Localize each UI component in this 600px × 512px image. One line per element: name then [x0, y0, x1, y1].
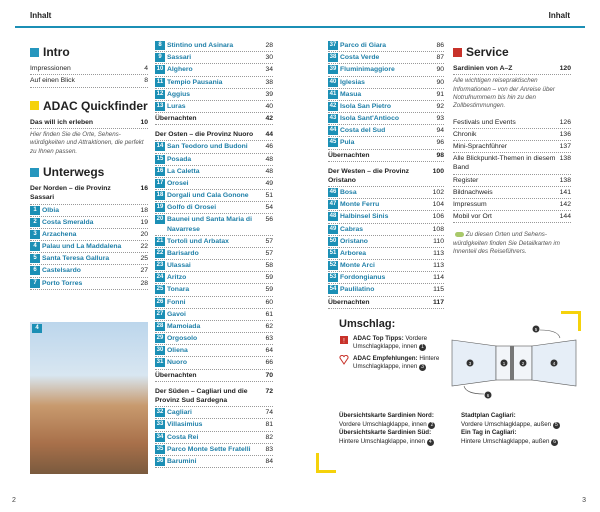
sight-entry[interactable]: 31 Nuoro 66: [155, 357, 273, 369]
sight-number: 8: [155, 41, 165, 50]
header-left: Inhalt: [30, 11, 52, 20]
sight-entry[interactable]: 10 Alghero 34: [155, 64, 273, 76]
toc-entry[interactable]: Bildnachweis 141: [453, 187, 571, 199]
sight-number: 50: [329, 237, 337, 244]
sight-entry[interactable]: 16 La Caletta 48: [155, 166, 273, 178]
sight-entry[interactable]: 18 Dorgali und Cala Gonone 51: [155, 190, 273, 202]
sight-number: 11: [156, 78, 164, 85]
column-3: [328, 40, 444, 309]
corner-frame-bottom-left: [316, 453, 336, 473]
sight-entry[interactable]: 33 Villasimius 81: [155, 419, 273, 431]
region-east[interactable]: Der Osten – die Provinz Nuoro 44: [155, 129, 273, 141]
blue-square-icon: [30, 48, 39, 57]
sight-number: 51: [329, 249, 337, 256]
toc-entry[interactable]: Auf einen Blick 8: [30, 75, 148, 87]
sight-number: 14: [156, 143, 164, 150]
sight-entry[interactable]: 39 Fluminimaggiore 90: [328, 64, 444, 76]
red-square-icon: [453, 48, 462, 57]
toc-entry[interactable]: Impressionen 4: [30, 63, 148, 75]
sight-number: 9: [155, 53, 165, 62]
sight-entry[interactable]: 12 Aggius 39: [155, 89, 273, 101]
column-4: [453, 40, 571, 260]
sight-entry[interactable]: 21 Tortolì und Arbatax 57: [155, 236, 273, 248]
sight-entry[interactable]: 9 Sassari 30: [155, 52, 273, 64]
sight-entry[interactable]: 25 Tonara 59: [155, 284, 273, 296]
sight-entry[interactable]: 54 Paulilatino 115: [328, 284, 444, 296]
toc-entry[interactable]: Register 138: [453, 175, 571, 187]
toc-entry[interactable]: Alle Blickpunkt-Themen in diesem Band 138: [453, 153, 571, 174]
sight-entry[interactable]: 28 Mamoiada 62: [155, 321, 273, 333]
sight-entry[interactable]: 4 Palau und La Maddalena 22: [30, 241, 148, 253]
top-tipp-icon: [339, 335, 349, 345]
maps-left: Übersichtskarte Sardinien Nord: Vordere Umschlagklappe, innen 2 Übersichtskarte Sardinien Süd: Hintere Umschlagklappe, innen 4: [339, 412, 451, 447]
sight-entry[interactable]: 20 Baunei und Santa Maria di Navarrese 56: [155, 214, 273, 235]
quickfinder-heading: ADAC Quickfinder: [30, 98, 148, 114]
maps-right: Stadtplan Cagliari: Vordere Umschlagklappe, außen 5 Ein Tag in Cagliari: Hintere Umschlagklappe, außen 6: [461, 412, 577, 447]
sight-entry[interactable]: 40 Iglesias 90: [328, 77, 444, 89]
column-2: [155, 40, 273, 468]
sight-number: 28: [156, 322, 164, 329]
service-az-link[interactable]: Sardinien von A–Z 120: [453, 63, 571, 75]
region-east-list: [155, 141, 273, 369]
toc-entry[interactable]: Impressum 142: [453, 199, 571, 211]
sight-number: 3: [30, 230, 40, 239]
sight-number: 54: [329, 286, 337, 293]
sight-number: 17: [156, 179, 164, 186]
sight-number: 52: [329, 262, 337, 269]
sight-entry[interactable]: 3 Arzachena 20: [30, 229, 148, 241]
umschlag-list: [339, 335, 447, 374]
sight-number: 46: [329, 189, 337, 196]
sight-entry[interactable]: 15 Posada 48: [155, 154, 273, 166]
sight-number: 39: [329, 66, 337, 73]
sight-number: 15: [156, 155, 164, 162]
region-north[interactable]: Der Norden – die Provinz Sassari 16: [30, 183, 148, 204]
sight-entry[interactable]: 8 Stintino und Asinara 28: [155, 40, 273, 52]
sight-number: 38: [329, 54, 337, 61]
svg-text:!: !: [343, 338, 345, 345]
sight-number: 43: [329, 115, 337, 122]
region-north-list: [30, 205, 148, 290]
service-heading: Service: [453, 44, 571, 60]
arrow-icon: [540, 330, 560, 338]
diagram-label: 2: [521, 361, 525, 366]
sight-number: 45: [329, 139, 337, 146]
sight-number: 53: [329, 274, 337, 281]
sight-number: 19: [156, 204, 164, 211]
sight-number: 26: [156, 298, 164, 305]
sight-number: 23: [156, 262, 164, 269]
sight-number: 2: [30, 218, 40, 227]
sight-entry[interactable]: 51 Arborea 113: [328, 248, 444, 260]
overnight-3[interactable]: Übernachten 98: [328, 150, 444, 162]
region-north-list-2: [155, 40, 273, 113]
page-number-right: 3: [582, 497, 586, 504]
sight-entry[interactable]: 53 Fordongianus 114: [328, 272, 444, 284]
sight-entry[interactable]: 49 Cabras 108: [328, 224, 444, 236]
sight-number: 36: [156, 457, 164, 464]
top-tipps-entry[interactable]: ! ADAC Top Tipps: Vordere Umschlagklappe, innen 1: [339, 335, 447, 352]
sight-number: 49: [329, 225, 337, 232]
sight-entry[interactable]: 38 Costa Verde 87: [328, 52, 444, 64]
sight-number: 42: [329, 102, 337, 109]
sight-entry[interactable]: 29 Orgosolo 63: [155, 333, 273, 345]
header-right: Inhalt: [548, 11, 570, 20]
map-nord-ref[interactable]: Vordere Umschlagklappe, innen 2: [339, 421, 451, 430]
sight-number: 25: [156, 286, 164, 293]
sight-entry[interactable]: 26 Fonni 60: [155, 297, 273, 309]
map-tag-ref[interactable]: Hintere Umschlagklappe, außen 6: [461, 438, 577, 447]
map-sued-ref[interactable]: Hintere Umschlagklappe, innen 4: [339, 438, 451, 447]
diagram-label: 1: [502, 361, 506, 366]
sight-entry[interactable]: 2 Costa Smeralda 19: [30, 217, 148, 229]
diagram-label: 5: [534, 327, 538, 332]
sight-entry[interactable]: 17 Orosei 49: [155, 178, 273, 190]
quickfinder-desc: Hier finden Sie die Orte, Sehenswürdigkeiten und Attraktionen, die perfekt zu Ihnen passen.: [30, 130, 144, 155]
sight-number: 12: [156, 90, 164, 97]
sight-entry[interactable]: 19 Golfo di Orosei 54: [155, 202, 273, 214]
page-number-left: 2: [12, 497, 16, 504]
sight-entry[interactable]: 23 Ulassai 58: [155, 260, 273, 272]
sight-entry[interactable]: 5 Santa Teresa Gallura 25: [30, 253, 148, 265]
arrow-icon: [464, 386, 484, 394]
toc-entry[interactable]: Festivals und Events 126: [453, 117, 571, 129]
sight-number: 37: [329, 42, 337, 48]
sight-entry[interactable]: 41 Masua 91: [328, 89, 444, 101]
region-west-list: [328, 187, 444, 297]
sight-number: 18: [156, 192, 164, 199]
sight-entry[interactable]: 42 Isola San Pietro 92: [328, 101, 444, 113]
flap-left: [452, 340, 496, 386]
unterwegs-heading: Unterwegs: [30, 164, 148, 180]
sight-entry[interactable]: 6 Castelsardo 27: [30, 265, 148, 277]
column-1: [30, 40, 148, 290]
diagram-label: 4: [552, 361, 556, 366]
diagram-label: 3: [468, 361, 472, 366]
sight-number: 29: [156, 335, 164, 342]
photo-number: 4: [32, 324, 42, 333]
empfehlungen-entry[interactable]: ADAC Empfehlungen: Hintere Umschlagklappe, innen 3: [339, 355, 447, 372]
sight-number: 7: [30, 279, 40, 288]
sight-number: 1: [30, 206, 40, 215]
region-south-list: [155, 407, 273, 468]
sight-entry[interactable]: 1 Olbia 18: [30, 205, 148, 217]
intro-heading: Intro: [30, 44, 148, 60]
toc-entry[interactable]: Mobil vor Ort 144: [453, 211, 571, 223]
toc-entry[interactable]: Mini-Sprachführer 137: [453, 141, 571, 153]
sight-number: 40: [329, 78, 337, 85]
sight-entry[interactable]: 37 Parco di Giara 86: [328, 40, 444, 52]
intro-list: [30, 63, 148, 87]
cover-spine: [510, 346, 514, 380]
sight-number: 13: [156, 102, 164, 109]
sight-entry[interactable]: 45 Pula 96: [328, 137, 444, 149]
sight-number: 6: [30, 266, 40, 275]
sight-entry[interactable]: 36 Barumini 84: [155, 456, 273, 468]
sight-entry[interactable]: 14 San Teodoro und Budoni 46: [155, 141, 273, 153]
sight-entry[interactable]: 43 Isola Sant'Antioco 93: [328, 113, 444, 125]
sight-entry[interactable]: 48 Halbinsel Sinis 106: [328, 211, 444, 223]
sight-number: 31: [156, 359, 164, 366]
quickfinder-link[interactable]: Das will ich erleben 10: [30, 117, 148, 129]
cover-photo: [30, 322, 148, 474]
header-rule: [15, 26, 585, 28]
detail-map-note: Zu diesen Orten und Sehenswürdigkeiten finden Sie Detailkarten im Innenteil des Reiseführers.: [453, 231, 560, 256]
service-desc: Alle wichtigen reisepraktischen Informationen – von der Anreise über Notrufnummern bis hin zu den Zollbestimmungen.: [453, 77, 555, 110]
sight-entry[interactable]: 24 Aritzo 59: [155, 272, 273, 284]
region-south[interactable]: Der Süden – Cagliari und die Provinz Sud Sardegna 72: [155, 386, 273, 407]
sight-number: 4: [30, 242, 40, 251]
sight-entry[interactable]: 34 Costa Rei 82: [155, 432, 273, 444]
sight-number: 41: [329, 90, 337, 97]
sight-entry[interactable]: 44 Costa del Sud 94: [328, 125, 444, 137]
toc-entry[interactable]: Chronik 136: [453, 129, 571, 141]
sight-number: 16: [156, 167, 164, 174]
yellow-square-icon: [30, 101, 39, 110]
sight-entry[interactable]: 30 Oliena 64: [155, 345, 273, 357]
sight-entry[interactable]: 47 Monte Ferru 104: [328, 199, 444, 211]
sight-number: 48: [329, 213, 337, 220]
diagram-label: 6: [486, 393, 490, 398]
sight-number: 20: [156, 216, 164, 223]
sight-entry[interactable]: 27 Gavoi 61: [155, 309, 273, 321]
sight-entry[interactable]: 52 Monte Arci 113: [328, 260, 444, 272]
sight-number: 34: [156, 433, 164, 440]
sight-number: 32: [156, 409, 164, 416]
blue-square-icon: [30, 168, 39, 177]
page-header: [0, 0, 600, 26]
overnight-1[interactable]: Übernachten 42: [155, 113, 273, 125]
sight-number: 10: [156, 66, 164, 73]
sight-number: 30: [156, 347, 164, 354]
sight-entry[interactable]: 11 Tempio Pausania 38: [155, 77, 273, 89]
sight-number: 24: [156, 274, 164, 281]
map-pin-icon: [455, 232, 464, 237]
service-list: [453, 117, 571, 224]
sight-entry[interactable]: 35 Parco Monte Sette Fratelli 83: [155, 444, 273, 456]
umschlag-title: Umschlag:: [339, 318, 396, 330]
sight-entry[interactable]: 22 Barisardo 57: [155, 248, 273, 260]
overnight-4[interactable]: Übernachten 117: [328, 297, 444, 309]
recommendation-icon: [339, 355, 349, 365]
sight-number: 33: [156, 421, 164, 428]
sight-number: 22: [156, 249, 164, 256]
sight-number: 35: [156, 445, 164, 452]
sight-number: 44: [329, 127, 337, 134]
sight-number: 5: [30, 254, 40, 263]
sight-entry[interactable]: 50 Oristano 110: [328, 236, 444, 248]
sight-entry[interactable]: 32 Cagliari 74: [155, 407, 273, 419]
sight-entry[interactable]: 13 Luras 40: [155, 101, 273, 113]
overnight-2[interactable]: Übernachten 70: [155, 370, 273, 382]
sight-number: 21: [156, 237, 164, 244]
cover-flap-diagram: [448, 318, 580, 402]
sight-entry[interactable]: 7 Porto Torres 28: [30, 278, 148, 290]
region-south-list-2: [328, 40, 444, 150]
region-west[interactable]: Der Westen – die Provinz Oristano 100: [328, 166, 444, 187]
map-cagliari-ref[interactable]: Vordere Umschlagklappe, außen 5: [461, 421, 577, 430]
sight-number: 47: [329, 201, 337, 208]
sight-entry[interactable]: 46 Bosa 102: [328, 187, 444, 199]
sight-number: 27: [156, 310, 164, 317]
